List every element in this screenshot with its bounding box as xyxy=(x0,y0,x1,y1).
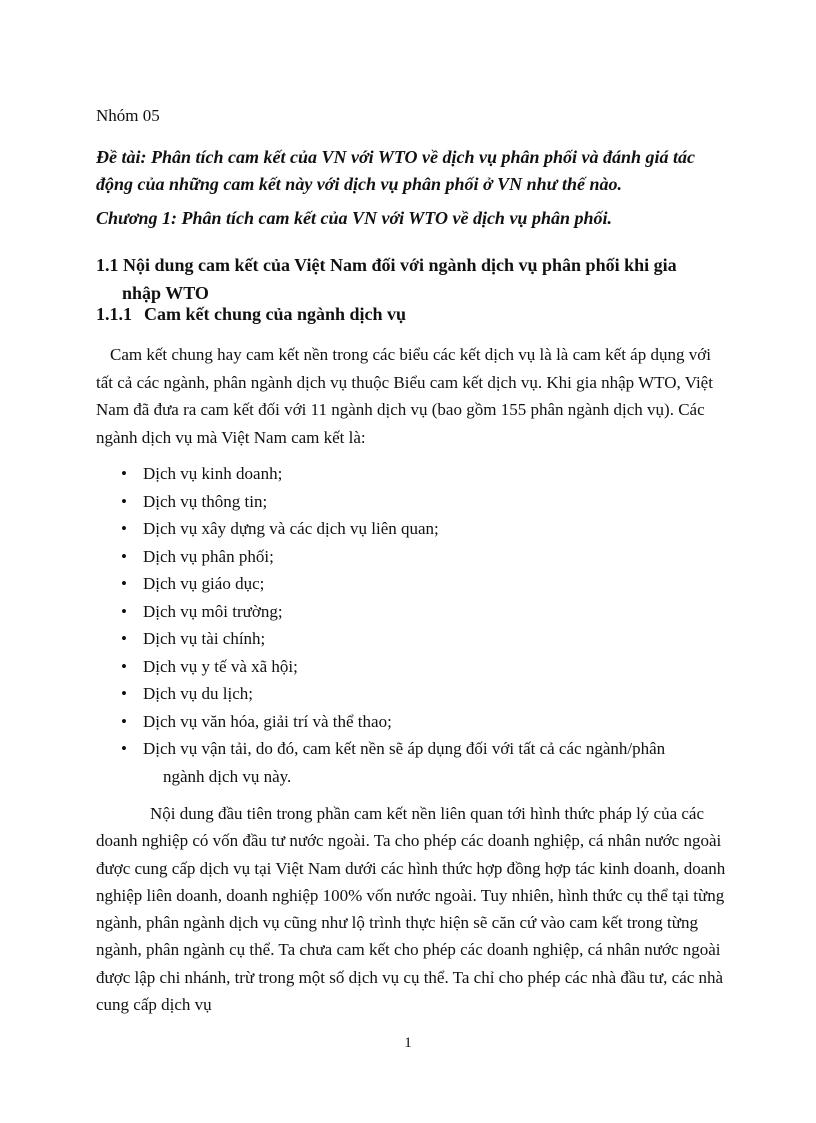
page-number: 1 xyxy=(404,1035,412,1051)
chapter-title: Chương 1: Phân tích cam kết của VN với WTO về dịch vụ phân phối. xyxy=(96,208,612,228)
last-bullet-line2: ngành dịch vụ này. xyxy=(163,766,292,786)
section-1-1-heading xyxy=(96,251,736,307)
list-item xyxy=(118,625,733,653)
bullet-icon: • xyxy=(121,629,127,648)
bullet-icon: • xyxy=(121,684,127,703)
bullet-icon: • xyxy=(121,464,127,483)
list-item-text: Dịch vụ phân phối; xyxy=(143,546,274,566)
list-item-text: Dịch vụ văn hóa, giải trí và thể thao; xyxy=(143,711,392,731)
list-item xyxy=(118,570,733,598)
list-item xyxy=(118,515,733,543)
bullet-icon: • xyxy=(121,574,127,593)
section-1-1-line1: 1.1 Nội dung cam kết của Việt Nam đối với ngành dịch vụ phân phối khi gia xyxy=(96,255,677,275)
section-1-1-1-number: 1.1.1 xyxy=(96,304,132,324)
list-item xyxy=(118,680,733,708)
group-label: Nhóm 05 xyxy=(96,106,160,125)
list-item-text: Dịch vụ y tế và xã hội; xyxy=(143,656,298,676)
bullet-icon: • xyxy=(121,601,127,621)
service-list xyxy=(118,460,733,790)
list-item-text: Dịch vụ kinh doanh; xyxy=(143,464,283,483)
section-1-1-line2: nhập WTO xyxy=(122,283,209,303)
list-item xyxy=(118,488,733,516)
list-item xyxy=(118,735,733,790)
list-item-text: Dịch vụ môi trường; xyxy=(143,601,283,621)
list-item-text: Dịch vụ tài chính; xyxy=(143,629,266,648)
bullet-icon: • xyxy=(121,711,127,731)
last-bullet-line1: Dịch vụ vận tải, do đó, cam kết nền sẽ áp dụng đối với tất cả các ngành/phân xyxy=(143,739,666,758)
list-item-text: Dịch vụ giáo dục; xyxy=(143,574,265,593)
bullet-icon: • xyxy=(121,491,127,511)
list-item xyxy=(118,543,733,571)
list-item-text: Dịch vụ xây dựng và các dịch vụ liên quan; xyxy=(143,519,439,538)
list-item xyxy=(118,653,733,681)
list-item xyxy=(118,708,733,736)
bullet-icon: • xyxy=(121,519,127,538)
intro-paragraph: Cam kết chung hay cam kết nền trong các biểu các kết dịch vụ là là cam kết áp dụng với tất cả các ngành, phân ngành dịch vụ thuộc Biểu cam kết dịch vụ. Khi gia nhập WTO, Việt Nam đã đưa ra cam kết đối với 11 ngành dịch vụ (bao gồm 155 phân ngành dịch vụ). Các ngành dịch vụ mà Việt Nam cam kết là: xyxy=(96,345,713,447)
list-item-text: Dịch vụ thông tin; xyxy=(143,491,268,511)
topic-title: Đề tài: Phân tích cam kết của VN với WTO về dịch vụ phân phối và đánh giá tác động của những cam kết này với dịch vụ phân phối ở VN như thế nào. xyxy=(96,147,696,194)
body-paragraph: Nội dung đầu tiên trong phần cam kết nền liên quan tới hình thức pháp lý của các doanh nghiệp có vốn đầu tư nước ngoài. Ta cho phép các doanh nghiệp, cá nhân nước ngoài được cung cấp dịch vụ tại Việt Nam dưới các hình thức hợp đồng hợp tác kinh doanh, doanh nghiệp liên doanh, doanh nghiệp 100% vốn nước ngoài. Tuy nhiên, hình thức cụ thể tại từng ngành, phân ngành dịch vụ cũng như lộ trình thực hiện sẽ căn cứ vào cam kết trong từng ngành, phân ngành cụ thể. Ta chưa cam kết cho phép các doanh nghiệp, cá nhân nước ngoài được lập chi nhánh, trừ trong một số dịch vụ cụ thể. Ta chỉ cho phép các nhà đầu tư, các nhà cung cấp dịch vụ xyxy=(96,804,726,1015)
bullet-icon: • xyxy=(121,656,127,676)
section-1-1-1-title: Cam kết chung của ngành dịch vụ xyxy=(144,304,407,324)
bullet-icon: • xyxy=(121,739,127,758)
list-item xyxy=(118,598,733,626)
section-1-1-1-heading xyxy=(96,304,406,325)
list-item-text: Dịch vụ du lịch; xyxy=(143,684,254,703)
list-item xyxy=(118,460,733,488)
bullet-icon: • xyxy=(121,546,127,566)
